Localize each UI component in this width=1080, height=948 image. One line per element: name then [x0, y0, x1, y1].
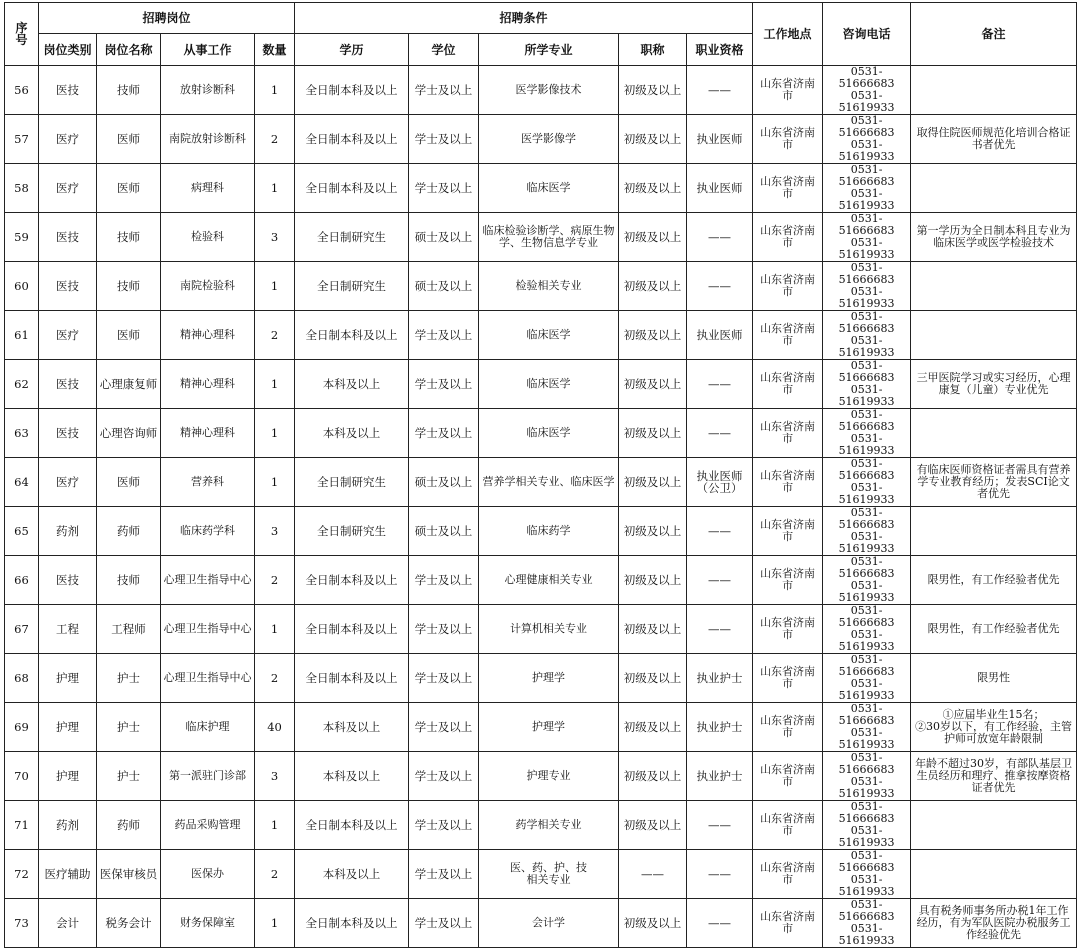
seq-cell: 63 — [5, 409, 39, 458]
work-cell: 精神心理科 — [161, 311, 255, 360]
remarks-cell: 限男性，有工作经验者优先 — [911, 605, 1077, 654]
education-cell: 全日制本科及以上 — [295, 164, 409, 213]
rank-cell: 初级及以上 — [619, 507, 687, 556]
degree-cell: 学士及以上 — [409, 311, 479, 360]
education-cell: 全日制本科及以上 — [295, 899, 409, 948]
location-cell: 山东省济南市 — [753, 164, 823, 213]
seq-cell: 69 — [5, 703, 39, 752]
qualification-cell: 执业医师 — [687, 311, 753, 360]
count-cell: 1 — [255, 262, 295, 311]
education-cell: 全日制本科及以上 — [295, 311, 409, 360]
degree-cell: 学士及以上 — [409, 66, 479, 115]
degree-cell: 学士及以上 — [409, 654, 479, 703]
category-cell: 护理 — [39, 752, 97, 801]
header-group-position: 招聘岗位 — [39, 3, 295, 34]
category-cell: 药剂 — [39, 507, 97, 556]
major-cell: 会计学 — [479, 899, 619, 948]
education-cell: 全日制研究生 — [295, 458, 409, 507]
table-row — [5, 311, 1077, 360]
major-cell: 计算机相关专业 — [479, 605, 619, 654]
title-cell: 药师 — [97, 801, 161, 850]
degree-cell: 硕士及以上 — [409, 262, 479, 311]
work-cell: 精神心理科 — [161, 409, 255, 458]
degree-cell: 学士及以上 — [409, 801, 479, 850]
phone-cell: 0531-51666683 0531-51619933 — [823, 507, 911, 556]
major-cell: 检验相关专业 — [479, 262, 619, 311]
remarks-cell: 限男性，有工作经验者优先 — [911, 556, 1077, 605]
count-cell: 1 — [255, 605, 295, 654]
qualification-cell: —— — [687, 360, 753, 409]
seq-cell: 71 — [5, 801, 39, 850]
work-cell: 心理卫生指导中心 — [161, 654, 255, 703]
degree-cell: 学士及以上 — [409, 115, 479, 164]
seq-cell: 72 — [5, 850, 39, 899]
title-cell: 药师 — [97, 507, 161, 556]
category-cell: 护理 — [39, 654, 97, 703]
location-cell: 山东省济南市 — [753, 115, 823, 164]
location-cell: 山东省济南市 — [753, 66, 823, 115]
location-cell: 山东省济南市 — [753, 850, 823, 899]
seq-cell: 64 — [5, 458, 39, 507]
qualification-cell: 执业护士 — [687, 654, 753, 703]
count-cell: 1 — [255, 360, 295, 409]
table-row — [5, 801, 1077, 850]
phone-cell: 0531-51666683 0531-51619933 — [823, 66, 911, 115]
education-cell: 全日制研究生 — [295, 507, 409, 556]
location-cell: 山东省济南市 — [753, 262, 823, 311]
location-cell: 山东省济南市 — [753, 213, 823, 262]
rank-cell: 初级及以上 — [619, 458, 687, 507]
header-row-top — [5, 3, 1077, 34]
header-degree: 学位 — [409, 34, 479, 66]
work-cell: 药品采购管理 — [161, 801, 255, 850]
table-row — [5, 850, 1077, 899]
major-cell: 营养学相关专业、临床医学 — [479, 458, 619, 507]
rank-cell: 初级及以上 — [619, 115, 687, 164]
table-row — [5, 556, 1077, 605]
title-cell: 工程师 — [97, 605, 161, 654]
qualification-cell: —— — [687, 899, 753, 948]
work-cell: 检验科 — [161, 213, 255, 262]
location-cell: 山东省济南市 — [753, 409, 823, 458]
rank-cell: 初级及以上 — [619, 409, 687, 458]
header-qualification: 职业资格 — [687, 34, 753, 66]
category-cell: 医疗 — [39, 115, 97, 164]
remarks-cell: ①应届毕业生15名； ②30岁以下，有工作经验，主管护师可放宽年龄限制 — [911, 703, 1077, 752]
table-row — [5, 752, 1077, 801]
rank-cell: 初级及以上 — [619, 801, 687, 850]
remarks-cell — [911, 409, 1077, 458]
major-cell: 临床医学 — [479, 360, 619, 409]
major-cell: 临床药学 — [479, 507, 619, 556]
remarks-cell: 第一学历为全日制本科且专业为临床医学或医学检验技术 — [911, 213, 1077, 262]
count-cell: 1 — [255, 458, 295, 507]
work-cell: 心理卫生指导中心 — [161, 605, 255, 654]
rank-cell: —— — [619, 850, 687, 899]
title-cell: 技师 — [97, 66, 161, 115]
seq-cell: 68 — [5, 654, 39, 703]
title-cell: 技师 — [97, 262, 161, 311]
title-cell: 护士 — [97, 752, 161, 801]
title-cell: 心理康复师 — [97, 360, 161, 409]
count-cell: 1 — [255, 899, 295, 948]
seq-cell: 65 — [5, 507, 39, 556]
title-cell: 护士 — [97, 654, 161, 703]
title-cell: 医师 — [97, 311, 161, 360]
phone-cell: 0531-51666683 0531-51619933 — [823, 556, 911, 605]
phone-cell: 0531-51666683 0531-51619933 — [823, 605, 911, 654]
location-cell: 山东省济南市 — [753, 899, 823, 948]
remarks-cell — [911, 850, 1077, 899]
remarks-cell: 有临床医师资格证者需具有营养学专业教育经历；发表SCI论文者优先 — [911, 458, 1077, 507]
header-rank: 职称 — [619, 34, 687, 66]
count-cell: 2 — [255, 115, 295, 164]
count-cell: 1 — [255, 164, 295, 213]
table-row — [5, 507, 1077, 556]
title-cell: 技师 — [97, 213, 161, 262]
count-cell: 2 — [255, 311, 295, 360]
rank-cell: 初级及以上 — [619, 262, 687, 311]
education-cell: 本科及以上 — [295, 360, 409, 409]
seq-cell: 61 — [5, 311, 39, 360]
count-cell: 1 — [255, 409, 295, 458]
qualification-cell: —— — [687, 213, 753, 262]
location-cell: 山东省济南市 — [753, 360, 823, 409]
qualification-cell: —— — [687, 850, 753, 899]
phone-cell: 0531-51666683 0531-51619933 — [823, 801, 911, 850]
seq-cell: 62 — [5, 360, 39, 409]
education-cell: 全日制本科及以上 — [295, 115, 409, 164]
title-cell: 医师 — [97, 115, 161, 164]
degree-cell: 学士及以上 — [409, 605, 479, 654]
title-cell: 护士 — [97, 703, 161, 752]
major-cell: 药学相关专业 — [479, 801, 619, 850]
rank-cell: 初级及以上 — [619, 703, 687, 752]
remarks-cell — [911, 311, 1077, 360]
remarks-cell — [911, 164, 1077, 213]
qualification-cell: 执业医师 — [687, 164, 753, 213]
rank-cell: 初级及以上 — [619, 899, 687, 948]
education-cell: 全日制本科及以上 — [295, 556, 409, 605]
category-cell: 工程 — [39, 605, 97, 654]
work-cell: 医保办 — [161, 850, 255, 899]
table-body — [5, 66, 1077, 948]
degree-cell: 学士及以上 — [409, 556, 479, 605]
rank-cell: 初级及以上 — [619, 605, 687, 654]
degree-cell: 硕士及以上 — [409, 213, 479, 262]
remarks-cell — [911, 507, 1077, 556]
category-cell: 护理 — [39, 703, 97, 752]
category-cell: 会计 — [39, 899, 97, 948]
table-row — [5, 262, 1077, 311]
major-cell: 护理专业 — [479, 752, 619, 801]
count-cell: 2 — [255, 556, 295, 605]
table-row — [5, 66, 1077, 115]
qualification-cell: 执业医师 — [687, 115, 753, 164]
location-cell: 山东省济南市 — [753, 458, 823, 507]
header-remarks: 备注 — [911, 3, 1077, 66]
phone-cell: 0531-51666683 0531-51619933 — [823, 115, 911, 164]
major-cell: 护理学 — [479, 654, 619, 703]
seq-cell: 58 — [5, 164, 39, 213]
seq-cell: 56 — [5, 66, 39, 115]
header-category: 岗位类别 — [39, 34, 97, 66]
remarks-cell: 具有税务师事务所办税1年工作经历，有为军队医院办税服务工作经验优先 — [911, 899, 1077, 948]
category-cell: 医疗 — [39, 164, 97, 213]
remarks-cell: 三甲医院学习或实习经历，心理康复（儿童）专业优先 — [911, 360, 1077, 409]
location-cell: 山东省济南市 — [753, 556, 823, 605]
count-cell: 3 — [255, 213, 295, 262]
work-cell: 精神心理科 — [161, 360, 255, 409]
work-cell: 第一派驻门诊部 — [161, 752, 255, 801]
rank-cell: 初级及以上 — [619, 752, 687, 801]
category-cell: 医技 — [39, 66, 97, 115]
header-location: 工作地点 — [753, 3, 823, 66]
qualification-cell: —— — [687, 409, 753, 458]
qualification-cell: —— — [687, 66, 753, 115]
remarks-cell — [911, 66, 1077, 115]
remarks-cell — [911, 262, 1077, 311]
major-cell: 临床检验诊断学、病原生物学、生物信息学专业 — [479, 213, 619, 262]
count-cell: 1 — [255, 66, 295, 115]
header-title: 岗位名称 — [97, 34, 161, 66]
category-cell: 药剂 — [39, 801, 97, 850]
rank-cell: 初级及以上 — [619, 311, 687, 360]
count-cell: 3 — [255, 507, 295, 556]
major-cell: 临床医学 — [479, 409, 619, 458]
seq-cell: 70 — [5, 752, 39, 801]
table-row — [5, 164, 1077, 213]
category-cell: 医技 — [39, 262, 97, 311]
degree-cell: 学士及以上 — [409, 703, 479, 752]
phone-cell: 0531-51666683 0531-51619933 — [823, 654, 911, 703]
work-cell: 营养科 — [161, 458, 255, 507]
work-cell: 临床护理 — [161, 703, 255, 752]
phone-cell: 0531-51666683 0531-51619933 — [823, 458, 911, 507]
phone-cell: 0531-51666683 0531-51619933 — [823, 703, 911, 752]
work-cell: 南院放射诊断科 — [161, 115, 255, 164]
rank-cell: 初级及以上 — [619, 66, 687, 115]
seq-cell: 57 — [5, 115, 39, 164]
education-cell: 全日制本科及以上 — [295, 654, 409, 703]
table-row — [5, 115, 1077, 164]
phone-cell: 0531-51666683 0531-51619933 — [823, 164, 911, 213]
table-row — [5, 458, 1077, 507]
remarks-cell — [911, 801, 1077, 850]
major-cell: 医学影像技术 — [479, 66, 619, 115]
work-cell: 心理卫生指导中心 — [161, 556, 255, 605]
location-cell: 山东省济南市 — [753, 801, 823, 850]
education-cell: 本科及以上 — [295, 409, 409, 458]
table-row — [5, 703, 1077, 752]
phone-cell: 0531-51666683 0531-51619933 — [823, 262, 911, 311]
phone-cell: 0531-51666683 0531-51619933 — [823, 311, 911, 360]
qualification-cell: —— — [687, 801, 753, 850]
major-cell: 护理学 — [479, 703, 619, 752]
phone-cell: 0531-51666683 0531-51619933 — [823, 213, 911, 262]
seq-cell: 60 — [5, 262, 39, 311]
degree-cell: 学士及以上 — [409, 409, 479, 458]
title-cell: 医师 — [97, 458, 161, 507]
header-education: 学历 — [295, 34, 409, 66]
work-cell: 病理科 — [161, 164, 255, 213]
category-cell: 医疗 — [39, 458, 97, 507]
table-row — [5, 899, 1077, 948]
phone-cell: 0531-51666683 0531-51619933 — [823, 752, 911, 801]
rank-cell: 初级及以上 — [619, 213, 687, 262]
location-cell: 山东省济南市 — [753, 752, 823, 801]
education-cell: 全日制本科及以上 — [295, 605, 409, 654]
count-cell: 2 — [255, 654, 295, 703]
degree-cell: 学士及以上 — [409, 360, 479, 409]
header-seq: 序 号 — [5, 3, 39, 66]
degree-cell: 学士及以上 — [409, 164, 479, 213]
title-cell: 税务会计 — [97, 899, 161, 948]
major-cell: 临床医学 — [479, 164, 619, 213]
phone-cell: 0531-51666683 0531-51619933 — [823, 360, 911, 409]
major-cell: 心理健康相关专业 — [479, 556, 619, 605]
phone-cell: 0531-51666683 0531-51619933 — [823, 850, 911, 899]
category-cell: 医技 — [39, 360, 97, 409]
education-cell: 本科及以上 — [295, 752, 409, 801]
table-row — [5, 360, 1077, 409]
education-cell: 全日制本科及以上 — [295, 801, 409, 850]
education-cell: 全日制本科及以上 — [295, 66, 409, 115]
title-cell: 心理咨询师 — [97, 409, 161, 458]
location-cell: 山东省济南市 — [753, 311, 823, 360]
education-cell: 本科及以上 — [295, 703, 409, 752]
degree-cell: 硕士及以上 — [409, 507, 479, 556]
count-cell: 1 — [255, 801, 295, 850]
category-cell: 医技 — [39, 556, 97, 605]
category-cell: 医疗辅助 — [39, 850, 97, 899]
count-cell: 40 — [255, 703, 295, 752]
qualification-cell: —— — [687, 507, 753, 556]
rank-cell: 初级及以上 — [619, 164, 687, 213]
title-cell: 医师 — [97, 164, 161, 213]
remarks-cell: 取得住院医师规范化培训合格证书者优先 — [911, 115, 1077, 164]
qualification-cell: —— — [687, 556, 753, 605]
education-cell: 全日制研究生 — [295, 262, 409, 311]
recruitment-table — [4, 2, 1077, 948]
qualification-cell: —— — [687, 262, 753, 311]
remarks-cell: 限男性 — [911, 654, 1077, 703]
table-row — [5, 213, 1077, 262]
header-group-conditions: 招聘条件 — [295, 3, 753, 34]
seq-cell: 67 — [5, 605, 39, 654]
rank-cell: 初级及以上 — [619, 556, 687, 605]
qualification-cell: —— — [687, 605, 753, 654]
qualification-cell: 执业护士 — [687, 752, 753, 801]
count-cell: 3 — [255, 752, 295, 801]
rank-cell: 初级及以上 — [619, 654, 687, 703]
seq-cell: 73 — [5, 899, 39, 948]
title-cell: 医保审核员 — [97, 850, 161, 899]
category-cell: 医技 — [39, 213, 97, 262]
location-cell: 山东省济南市 — [753, 654, 823, 703]
education-cell: 本科及以上 — [295, 850, 409, 899]
work-cell: 临床药学科 — [161, 507, 255, 556]
phone-cell: 0531-51666683 0531-51619933 — [823, 409, 911, 458]
major-cell: 医学影像学 — [479, 115, 619, 164]
qualification-cell: 执业医师 （公卫） — [687, 458, 753, 507]
title-cell: 技师 — [97, 556, 161, 605]
degree-cell: 学士及以上 — [409, 850, 479, 899]
rank-cell: 初级及以上 — [619, 360, 687, 409]
phone-cell: 0531-51666683 0531-51619933 — [823, 899, 911, 948]
seq-cell: 59 — [5, 213, 39, 262]
major-cell: 医、药、护、技 相关专业 — [479, 850, 619, 899]
table-row — [5, 409, 1077, 458]
header-work: 从事工作 — [161, 34, 255, 66]
table-row — [5, 654, 1077, 703]
seq-cell: 66 — [5, 556, 39, 605]
major-cell: 临床医学 — [479, 311, 619, 360]
location-cell: 山东省济南市 — [753, 703, 823, 752]
work-cell: 南院检验科 — [161, 262, 255, 311]
qualification-cell: 执业护士 — [687, 703, 753, 752]
count-cell: 2 — [255, 850, 295, 899]
header-count: 数量 — [255, 34, 295, 66]
degree-cell: 学士及以上 — [409, 752, 479, 801]
table-row — [5, 605, 1077, 654]
degree-cell: 学士及以上 — [409, 899, 479, 948]
work-cell: 放射诊断科 — [161, 66, 255, 115]
location-cell: 山东省济南市 — [753, 605, 823, 654]
header-major: 所学专业 — [479, 34, 619, 66]
header-phone: 咨询电话 — [823, 3, 911, 66]
work-cell: 财务保障室 — [161, 899, 255, 948]
category-cell: 医疗 — [39, 311, 97, 360]
degree-cell: 硕士及以上 — [409, 458, 479, 507]
remarks-cell: 年龄不超过30岁，有部队基层卫生员经历和理疗、推拿按摩资格证者优先 — [911, 752, 1077, 801]
category-cell: 医技 — [39, 409, 97, 458]
education-cell: 全日制研究生 — [295, 213, 409, 262]
location-cell: 山东省济南市 — [753, 507, 823, 556]
